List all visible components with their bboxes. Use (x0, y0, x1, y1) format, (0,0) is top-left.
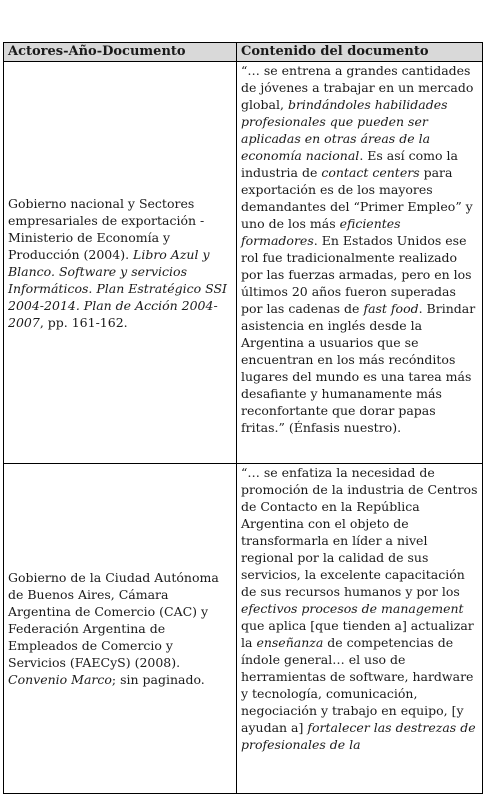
actor-text-run: , pp. 161-162. (39, 314, 128, 330)
content-text-run: “… se entrena a grandes cantidades de jóvenes a trabajar en un mercado global, (241, 63, 474, 112)
actor-cell (4, 464, 237, 794)
actor-text-run: Gobierno nacional y Sectores empresariales de exportación - Ministerio de Economía y Producción (2004). (8, 195, 205, 262)
content-cell (237, 464, 483, 794)
content-text-run: . Es así como la industria de (241, 148, 458, 180)
table-header-row (4, 43, 483, 62)
header-actors: Actores-Año-Documento (4, 43, 237, 62)
actor-text-run: Convenio Marco (8, 672, 112, 687)
content-text-run: . Brindar asistencia en inglés desde la Argentina a usuarios que se encuentran en los más recónditos lugares del mundo es una tarea más desafiante y humanamente más reconfortante que dorar papas fritas.” (Énfasis nuestro). (241, 301, 476, 435)
content-text-run: “… se enfatiza la necesidad de promoción de la industria de Centros de Contacto en la República Argentina con el objeto de transformarla en líder a nivel regional por la calidad de sus servicios, la excelente capacitación de sus recursos humanos y por los (241, 465, 478, 599)
content-text-run: enseñanza (256, 635, 324, 650)
content-text-run: fast food (363, 301, 419, 316)
table-row (4, 464, 483, 794)
actor-text-run: Libro Azul y Blanco. Software y servicios Informáticos. Plan Estratégico SSI 2004-2014. Plan de Acción 2004-2007 (8, 246, 227, 330)
documents-table (3, 42, 483, 794)
content-text-run: efectivos procesos de management (241, 601, 464, 616)
content-text-run: . En Estados Unidos ese rol fue tradicionalmente realizado por las fuerzas armadas, pero en los últimos 20 años fueron superadas por las cadenas de (241, 233, 472, 316)
content-cell (237, 62, 483, 464)
content-text-run: de competencias de índole general… el uso de herramientas de software, hardware y tecnología, comunicación, negociación y trabajo en equipo, [y ayudan a] (241, 635, 474, 735)
content-text-run: para exportación es de los mayores demandantes del “Primer Empleo” y uno de los más (241, 165, 473, 231)
content-text-run: que aplica [que tienden a] actualizar la (241, 618, 474, 650)
actor-cell (4, 62, 237, 464)
content-text-run: contact centers (321, 165, 420, 180)
content-text-run: brindándoles habilidades profesionales que pueden ser aplicadas en otras áreas de la economía nacional (241, 97, 448, 163)
header-content: Contenido del documento (237, 43, 483, 62)
actor-text-run: ; sin paginado. (111, 672, 205, 687)
actor-text-run: Gobierno de la Ciudad Autónoma de Buenos Aires, Cámara Argentina de Comercio (CAC) y Federación Argentina de Empleados de Comercio y Servicios (FAECyS) (2008). (8, 570, 219, 670)
content-text-run: eficientes formadores (241, 216, 401, 248)
content-text-run: fortalecer las (307, 720, 392, 735)
content-text-run: destrezas de profesionales de la (241, 720, 476, 752)
table-row (4, 62, 483, 464)
